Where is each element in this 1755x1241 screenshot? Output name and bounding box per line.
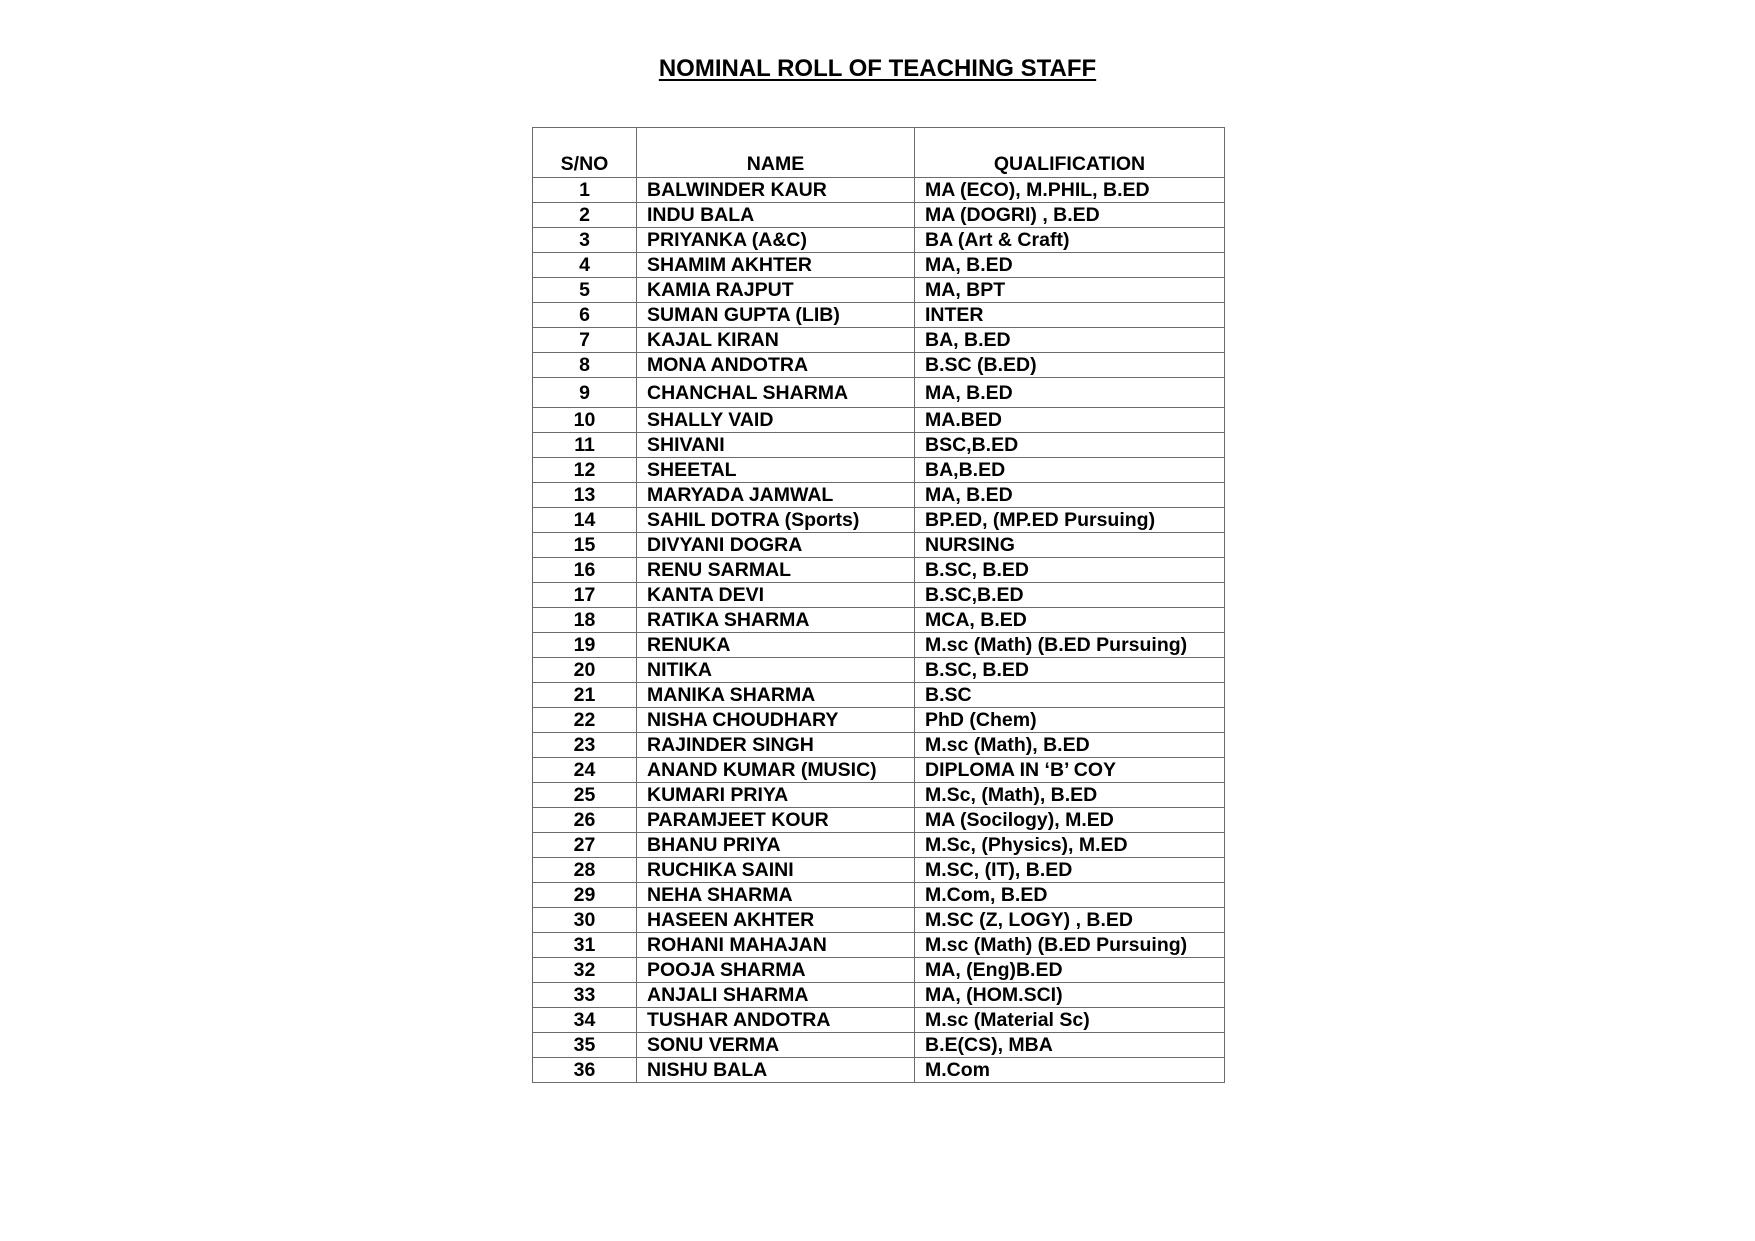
cell-name: MARYADA JAMWAL	[637, 483, 915, 508]
cell-sno: 14	[533, 508, 637, 533]
cell-name: RENUKA	[637, 633, 915, 658]
table-row	[533, 808, 1225, 833]
table-row	[533, 228, 1225, 253]
table-row	[533, 908, 1225, 933]
cell-sno: 25	[533, 783, 637, 808]
table-row	[533, 278, 1225, 303]
cell-sno: 6	[533, 303, 637, 328]
header-sno: S/NO	[533, 128, 637, 178]
header-name: NAME	[637, 128, 915, 178]
cell-name: RUCHIKA SAINI	[637, 858, 915, 883]
cell-name: SHIVANI	[637, 433, 915, 458]
table-row	[533, 958, 1225, 983]
table-row	[533, 1008, 1225, 1033]
cell-qualification: MA, B.ED	[915, 483, 1225, 508]
cell-sno: 24	[533, 758, 637, 783]
cell-name: KUMARI PRIYA	[637, 783, 915, 808]
cell-qualification: MA (Socilogy), M.ED	[915, 808, 1225, 833]
cell-name: CHANCHAL SHARMA	[637, 378, 915, 408]
table-row	[533, 1033, 1225, 1058]
table-row	[533, 328, 1225, 353]
cell-name: MANIKA SHARMA	[637, 683, 915, 708]
cell-qualification: M.sc (Math) (B.ED Pursuing)	[915, 933, 1225, 958]
table-header	[533, 128, 1225, 178]
table-row	[533, 353, 1225, 378]
cell-name: RAJINDER SINGH	[637, 733, 915, 758]
cell-sno: 10	[533, 408, 637, 433]
cell-sno: 22	[533, 708, 637, 733]
table-row	[533, 303, 1225, 328]
cell-sno: 21	[533, 683, 637, 708]
table-row	[533, 178, 1225, 203]
cell-sno: 15	[533, 533, 637, 558]
cell-sno: 12	[533, 458, 637, 483]
table-row	[533, 733, 1225, 758]
cell-sno: 20	[533, 658, 637, 683]
cell-name: KANTA DEVI	[637, 583, 915, 608]
cell-name: NISHU BALA	[637, 1058, 915, 1083]
cell-qualification: MA, (HOM.SCI)	[915, 983, 1225, 1008]
cell-sno: 5	[533, 278, 637, 303]
table-row	[533, 608, 1225, 633]
table-row	[533, 1058, 1225, 1083]
cell-name: INDU BALA	[637, 203, 915, 228]
cell-sno: 4	[533, 253, 637, 278]
cell-qualification: BA,B.ED	[915, 458, 1225, 483]
cell-qualification: B.E(CS), MBA	[915, 1033, 1225, 1058]
table-row	[533, 483, 1225, 508]
cell-name: SUMAN GUPTA (LIB)	[637, 303, 915, 328]
cell-sno: 32	[533, 958, 637, 983]
cell-sno: 31	[533, 933, 637, 958]
cell-name: BHANU PRIYA	[637, 833, 915, 858]
cell-name: KAJAL KIRAN	[637, 328, 915, 353]
cell-name: SHEETAL	[637, 458, 915, 483]
table-row	[533, 203, 1225, 228]
cell-qualification: MA.BED	[915, 408, 1225, 433]
table-row	[533, 758, 1225, 783]
cell-name: PRIYANKA (A&C)	[637, 228, 915, 253]
page-title	[0, 53, 1755, 85]
staff-table	[532, 127, 1225, 1083]
cell-qualification: M.sc (Math) (B.ED Pursuing)	[915, 633, 1225, 658]
cell-qualification: MA, BPT	[915, 278, 1225, 303]
header-row	[533, 128, 1225, 178]
cell-qualification: M.SC (Z, LOGY) , B.ED	[915, 908, 1225, 933]
cell-qualification: M.sc (Math), B.ED	[915, 733, 1225, 758]
cell-sno: 28	[533, 858, 637, 883]
cell-qualification: BA, B.ED	[915, 328, 1225, 353]
cell-qualification: MCA, B.ED	[915, 608, 1225, 633]
cell-qualification: B.SC (B.ED)	[915, 353, 1225, 378]
cell-qualification: MA, B.ED	[915, 378, 1225, 408]
cell-sno: 1	[533, 178, 637, 203]
cell-qualification: DIPLOMA IN ‘B’ COY	[915, 758, 1225, 783]
table-row	[533, 683, 1225, 708]
cell-sno: 30	[533, 908, 637, 933]
cell-qualification: MA (DOGRI) , B.ED	[915, 203, 1225, 228]
cell-qualification: M.Sc, (Physics), M.ED	[915, 833, 1225, 858]
table-row	[533, 983, 1225, 1008]
table-row	[533, 833, 1225, 858]
table-row	[533, 858, 1225, 883]
header-qualification: QUALIFICATION	[915, 128, 1225, 178]
cell-sno: 27	[533, 833, 637, 858]
cell-qualification: MA (ECO), M.PHIL, B.ED	[915, 178, 1225, 203]
table-row	[533, 933, 1225, 958]
cell-qualification: BP.ED, (MP.ED Pursuing)	[915, 508, 1225, 533]
cell-sno: 35	[533, 1033, 637, 1058]
table-row	[533, 658, 1225, 683]
cell-name: ROHANI MAHAJAN	[637, 933, 915, 958]
table-row	[533, 633, 1225, 658]
cell-qualification: B.SC	[915, 683, 1225, 708]
cell-name: PARAMJEET KOUR	[637, 808, 915, 833]
cell-sno: 9	[533, 378, 637, 408]
cell-sno: 3	[533, 228, 637, 253]
cell-name: KAMIA RAJPUT	[637, 278, 915, 303]
table-row	[533, 533, 1225, 558]
cell-qualification: B.SC, B.ED	[915, 558, 1225, 583]
cell-name: HASEEN AKHTER	[637, 908, 915, 933]
cell-qualification: B.SC, B.ED	[915, 658, 1225, 683]
cell-qualification: NURSING	[915, 533, 1225, 558]
table-row	[533, 558, 1225, 583]
table-body	[533, 178, 1225, 1083]
cell-name: POOJA SHARMA	[637, 958, 915, 983]
cell-sno: 33	[533, 983, 637, 1008]
cell-name: DIVYANI DOGRA	[637, 533, 915, 558]
cell-qualification: PhD (Chem)	[915, 708, 1225, 733]
table-row	[533, 583, 1225, 608]
cell-sno: 36	[533, 1058, 637, 1083]
cell-qualification: M.sc (Material Sc)	[915, 1008, 1225, 1033]
page-title-text: NOMINAL ROLL OF TEACHING STAFF	[658, 55, 1097, 82]
cell-sno: 26	[533, 808, 637, 833]
table-row	[533, 458, 1225, 483]
table-row	[533, 378, 1225, 408]
cell-sno: 13	[533, 483, 637, 508]
cell-name: NITIKA	[637, 658, 915, 683]
cell-qualification: B.SC,B.ED	[915, 583, 1225, 608]
cell-sno: 16	[533, 558, 637, 583]
cell-name: SAHIL DOTRA (Sports)	[637, 508, 915, 533]
table-row	[533, 253, 1225, 278]
cell-qualification: BSC,B.ED	[915, 433, 1225, 458]
cell-name: SHALLY VAID	[637, 408, 915, 433]
cell-sno: 8	[533, 353, 637, 378]
cell-sno: 23	[533, 733, 637, 758]
cell-name: SONU VERMA	[637, 1033, 915, 1058]
table-row	[533, 508, 1225, 533]
table-row	[533, 408, 1225, 433]
table-row	[533, 433, 1225, 458]
cell-qualification: BA (Art & Craft)	[915, 228, 1225, 253]
cell-qualification: MA, (Eng)B.ED	[915, 958, 1225, 983]
cell-name: SHAMIM AKHTER	[637, 253, 915, 278]
cell-qualification: M.SC, (IT), B.ED	[915, 858, 1225, 883]
cell-sno: 29	[533, 883, 637, 908]
cell-sno: 2	[533, 203, 637, 228]
cell-name: BALWINDER KAUR	[637, 178, 915, 203]
cell-name: RENU SARMAL	[637, 558, 915, 583]
cell-name: NISHA CHOUDHARY	[637, 708, 915, 733]
cell-name: ANAND KUMAR (MUSIC)	[637, 758, 915, 783]
table-row	[533, 708, 1225, 733]
cell-sno: 17	[533, 583, 637, 608]
cell-name: RATIKA SHARMA	[637, 608, 915, 633]
cell-name: MONA ANDOTRA	[637, 353, 915, 378]
cell-sno: 7	[533, 328, 637, 353]
table-row	[533, 883, 1225, 908]
cell-sno: 34	[533, 1008, 637, 1033]
cell-qualification: M.Com	[915, 1058, 1225, 1083]
cell-qualification: M.Sc, (Math), B.ED	[915, 783, 1225, 808]
table-row	[533, 783, 1225, 808]
cell-qualification: INTER	[915, 303, 1225, 328]
cell-sno: 19	[533, 633, 637, 658]
cell-sno: 11	[533, 433, 637, 458]
cell-name: NEHA SHARMA	[637, 883, 915, 908]
cell-qualification: MA, B.ED	[915, 253, 1225, 278]
cell-name: TUSHAR ANDOTRA	[637, 1008, 915, 1033]
cell-sno: 18	[533, 608, 637, 633]
cell-name: ANJALI SHARMA	[637, 983, 915, 1008]
cell-qualification: M.Com, B.ED	[915, 883, 1225, 908]
